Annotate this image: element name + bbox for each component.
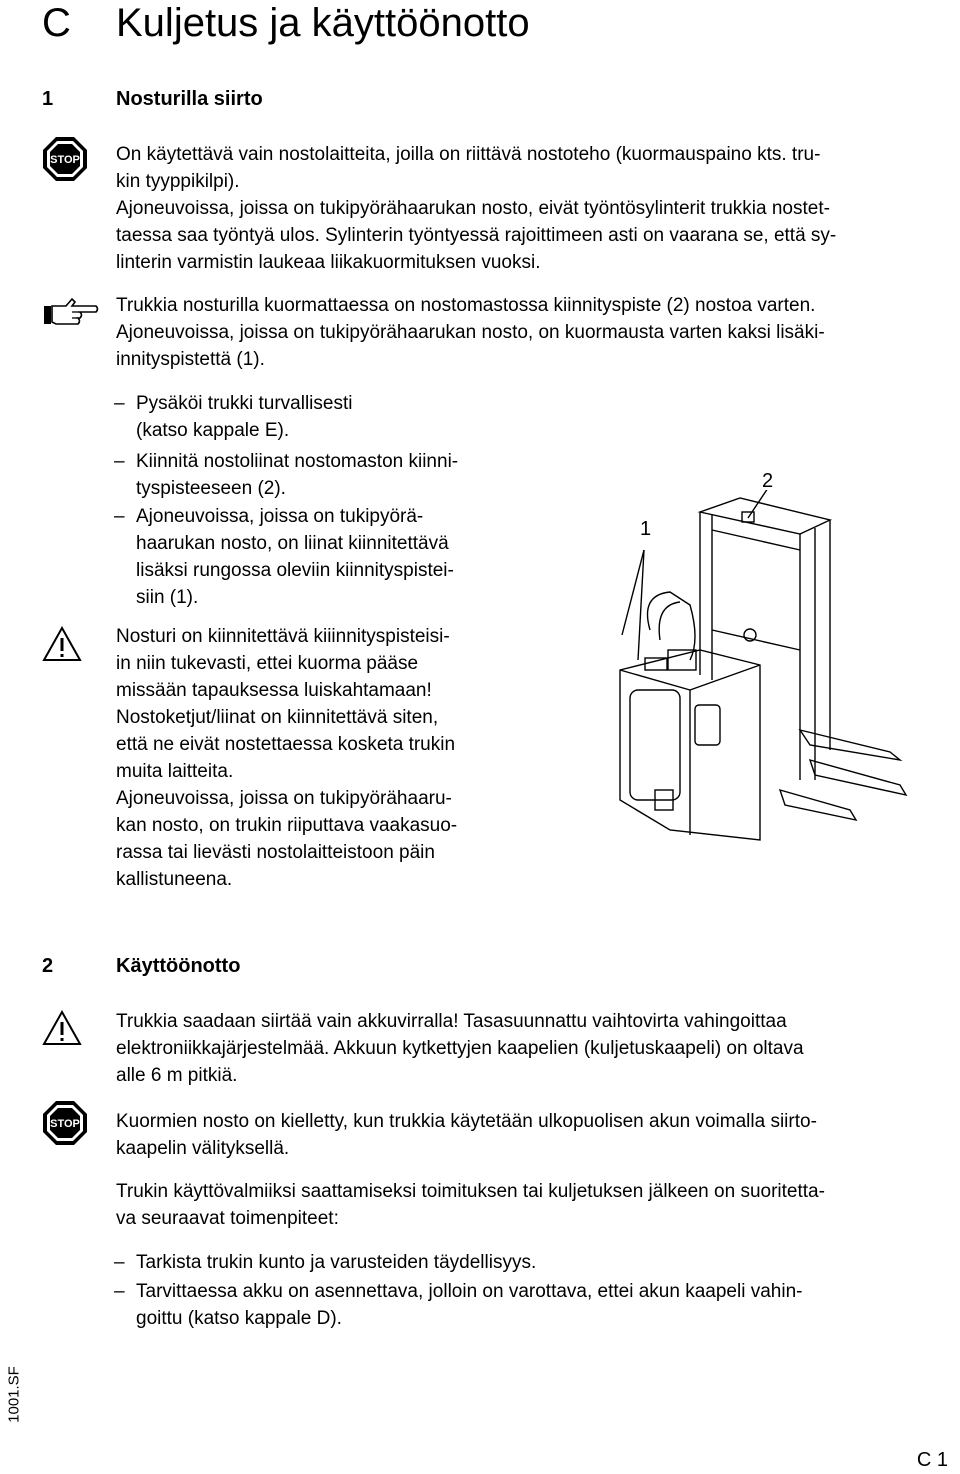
dash-bullet: – [114, 1252, 125, 1273]
text-line: Trukkia saadaan siirtää vain akkuvirralla! Tasasuunnattu vaihtovirta vahingoittaa [116, 1011, 787, 1032]
chapter-title: Kuljetus ja käyttöönotto [116, 1, 530, 45]
text-line: Ajoneuvoissa, joissa on tukipyörähaarukan nosto, eivät työntösylinterit trukkia nostet- [116, 198, 830, 219]
text-line: kallistuneena. [116, 869, 233, 890]
page-number: C 1 [916, 1449, 948, 1471]
stop-warning-text-2 [116, 1108, 956, 1162]
text-line: Tarvittaessa akku on asennettava, jolloin on varottava, ettei akun kaapeli vahin- [136, 1281, 803, 1302]
stop-sign-icon [42, 136, 88, 182]
list-item [114, 503, 524, 611]
stop-sign-icon [42, 1100, 88, 1146]
text-line: Trukkia nosturilla kuormattaessa on nostomastossa kiinnityspiste (2) nostoa varten. [116, 295, 816, 316]
text-line: kin tyyppikilpi). [116, 171, 240, 192]
text-line: kaapelin välityksellä. [116, 1138, 290, 1159]
stop-warning-text-1 [116, 141, 956, 276]
text-line: innityspistettä (1). [116, 349, 265, 370]
text-line: haarukan nosto, on liinat kiinnitettävä [136, 533, 449, 554]
list-item [114, 390, 514, 444]
text-line: taessa saa työntyä ulos. Sylinterin työntyessä rajoittimeen asti on vaarana se, että sy- [116, 225, 837, 246]
list-item [114, 1249, 954, 1276]
svg-text:STOP: STOP [50, 1118, 80, 1130]
document-code: 1001.SF [5, 1366, 23, 1423]
section-1-title: Nosturilla siirto [116, 88, 263, 110]
warning-triangle-icon [42, 1010, 82, 1046]
section-1-number: 1 [42, 88, 54, 110]
text-line: Pysäköi trukki turvallisesti [136, 393, 353, 414]
text-line: alle 6 m pitkiä. [116, 1065, 238, 1086]
text-line: Ajoneuvoissa, joissa on tukipyörä- [136, 506, 424, 527]
text-line: On käytettävä vain nostolaitteita, joilla on riittävä nostoteho (kuormauspaino kts. tru- [116, 144, 821, 165]
text-line: muita laitteita. [116, 761, 234, 782]
dash-bullet: – [114, 1281, 125, 1302]
chapter-letter: C [42, 1, 71, 45]
text-line: Tarkista trukin kunto ja varusteiden täydellisyys. [136, 1252, 537, 1273]
figure-label-2: 2 [762, 470, 774, 492]
note-text [116, 292, 956, 373]
text-line: Kiinnitä nostoliinat nostomaston kiinni- [136, 451, 459, 472]
text-line: Nosturi on kiinnitettävä kiiinnityspisteisi- [116, 626, 450, 647]
text-line: siin (1). [136, 587, 199, 608]
intro-text [116, 1178, 956, 1232]
text-line: in niin tukevasti, ettei kuorma pääse [116, 653, 419, 674]
text-line: Nostoketjut/liinat on kiinnitettävä siten, [116, 707, 439, 728]
warning-text-2 [116, 1008, 956, 1089]
text-line: linterin varmistin laukeaa liikakuormituksen vuoksi. [116, 252, 541, 273]
text-line: tyspisteeseen (2). [136, 478, 286, 499]
text-line: kan nosto, on trukin riiputtava vaakasuo- [116, 815, 458, 836]
text-line: rassa tai lievästi nostolaitteistoon päin [116, 842, 435, 863]
dash-bullet: – [114, 451, 125, 472]
list-item [114, 1278, 954, 1332]
warning-triangle-icon [42, 626, 82, 662]
svg-text:STOP: STOP [50, 154, 80, 166]
dash-bullet: – [114, 506, 125, 527]
text-line: (katso kappale E). [136, 420, 290, 441]
pointing-hand-icon [42, 294, 100, 330]
list-item [114, 448, 514, 502]
text-line: Ajoneuvoissa, joissa on tukipyörähaarukan nosto, on kuormausta varten kaksi lisäki- [116, 322, 825, 343]
text-line: va seuraavat toimenpiteet: [116, 1208, 339, 1229]
dash-bullet: – [114, 393, 125, 414]
forklift-illustration [600, 490, 920, 850]
section-2-title: Käyttöönotto [116, 955, 241, 977]
text-line: Ajoneuvoissa, joissa on tukipyörähaaru- [116, 788, 452, 809]
text-line: elektroniikkajärjestelmää. Akkuun kytkettyjen kaapelien (kuljetuskaapeli) on oltava [116, 1038, 804, 1059]
text-line: Kuormien nosto on kielletty, kun trukkia käytetään ulkopuolisen akun voimalla siirto- [116, 1111, 817, 1132]
text-line: missään tapauksessa luiskahtamaan! [116, 680, 432, 701]
text-line: Trukin käyttövalmiiksi saattamiseksi toimituksen tai kuljetuksen jälkeen on suoritetta- [116, 1181, 825, 1202]
warning-text-1 [116, 623, 518, 893]
text-line: goittu (katso kappale D). [136, 1308, 342, 1329]
text-line: että ne eivät nostettaessa kosketa trukin [116, 734, 456, 755]
figure-label-1: 1 [640, 518, 652, 540]
text-line: lisäksi rungossa oleviin kiinnityspistei- [136, 560, 454, 581]
section-2-number: 2 [42, 955, 54, 977]
